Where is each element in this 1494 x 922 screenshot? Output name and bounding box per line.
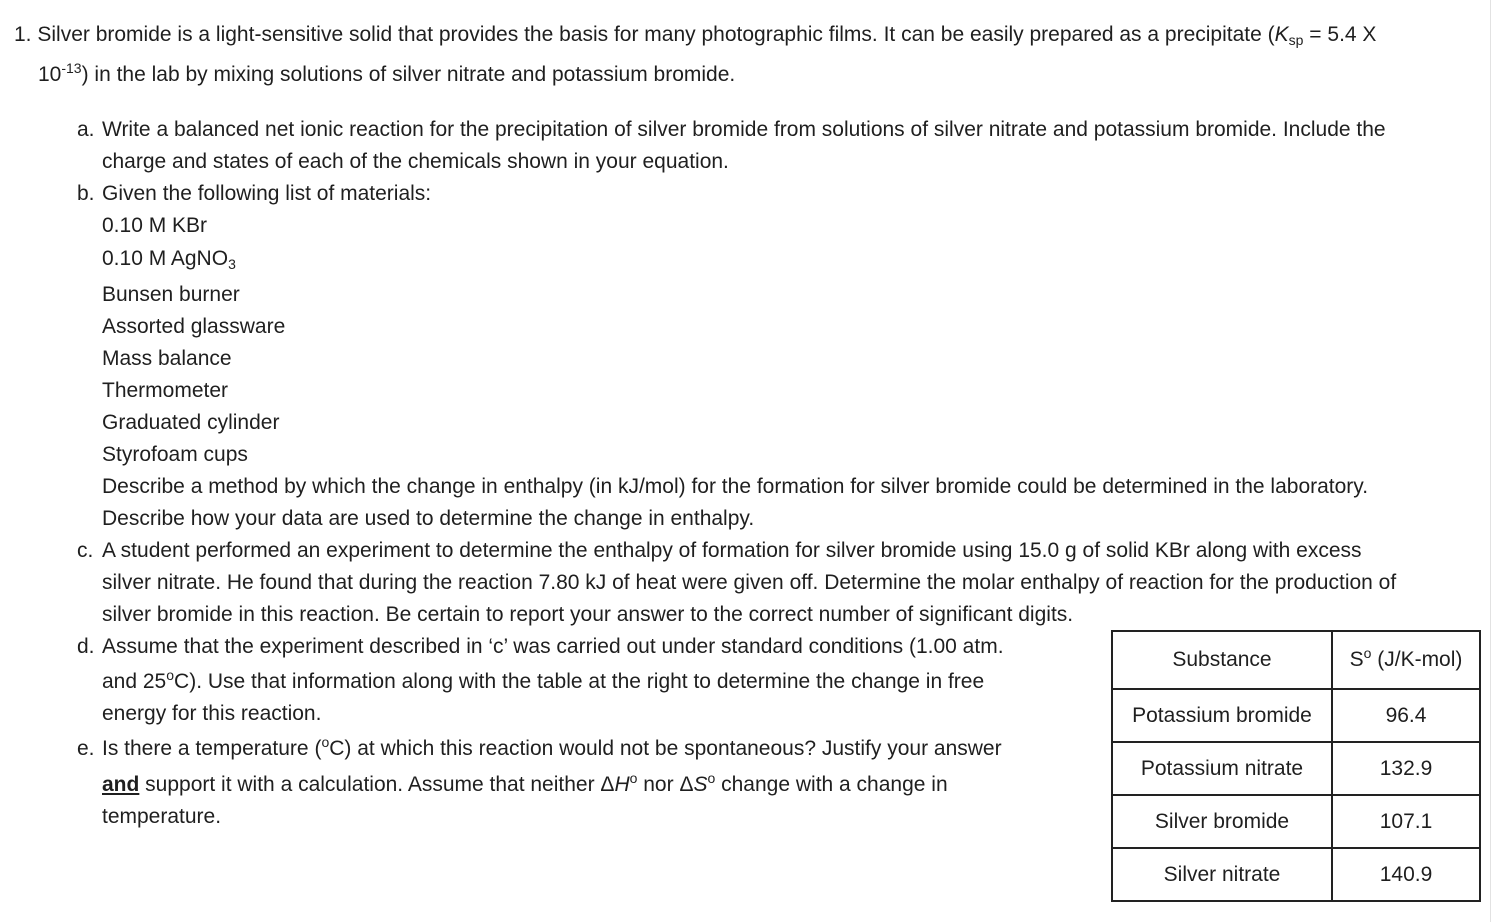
substance-cell: Potassium bromide (1112, 689, 1332, 742)
entropy-value-cell: 132.9 (1332, 742, 1480, 795)
part-d-line3: energy for this reaction. (102, 702, 322, 725)
part-b-line1: Given the following list of materials: (102, 182, 432, 205)
material-agno3 (102, 245, 236, 273)
table-row (1112, 689, 1480, 742)
degree-symbol: o (166, 667, 175, 683)
material-thermometer: Thermometer (102, 379, 229, 402)
header-entropy (1332, 631, 1480, 689)
table-row (1112, 742, 1480, 795)
part-e-label: e. (77, 737, 95, 760)
ksp-exponent: -13 (61, 60, 82, 76)
part-c-line2: silver nitrate. He found that during the reaction 7.80 kJ of heat were given off. Determine the molar enthalpy of reaction for the production of (102, 571, 1397, 594)
standard-state-symbol: o (707, 770, 716, 786)
enthalpy-symbol: H (614, 773, 630, 796)
header-substance: Substance (1112, 631, 1332, 689)
part-a-line1: Write a balanced net ionic reaction for the precipitation of silver bromide from solutions of silver nitrate and potassium bromide. Include the (102, 118, 1386, 141)
part-a-label: a. (77, 118, 95, 141)
part-b-describe1: Describe a method by which the change in enthalpy (in kJ/mol) for the formation for silver bromide could be determined in the laboratory. (102, 475, 1369, 498)
standard-state-symbol: o (629, 770, 638, 786)
ksp-symbol: K (1274, 23, 1289, 46)
part-e-line1-b: C) at which this reaction would not be spontaneous? Justify your answer (329, 737, 1002, 760)
part-d-label: d. (77, 635, 95, 658)
emphasis-and: and (102, 773, 140, 796)
part-d-line2-b: C). Use that information along with the table at the right to determine the change in free (174, 670, 985, 693)
question-intro-line1 (14, 21, 1376, 49)
part-e-line2-c: change with a change in (715, 773, 948, 796)
part-c-line1: A student performed an experiment to determine the enthalpy of formation for silver bromide using 15.0 g of solid KBr along with excess (102, 539, 1362, 562)
part-e-line2 (102, 771, 948, 799)
material-mass-balance: Mass balance (102, 347, 232, 370)
substance-cell: Potassium nitrate (1112, 742, 1332, 795)
material-graduated-cylinder: Graduated cylinder (102, 411, 280, 434)
material-glassware: Assorted glassware (102, 315, 286, 338)
table-header-row (1112, 631, 1480, 689)
header-s-unit: (J/K-mol) (1371, 648, 1463, 671)
intro-text-part1: Silver bromide is a light-sensitive solid that provides the basis for many photographic films. It can be easily prepared as a precipitate ( (37, 23, 1275, 46)
part-d-line2-a: and 25 (102, 670, 167, 693)
entropy-value-cell: 107.1 (1332, 795, 1480, 848)
header-s-sup: o (1363, 645, 1372, 661)
material-bunsen-burner: Bunsen burner (102, 283, 240, 306)
ksp-equals: = 5.4 X (1303, 23, 1377, 46)
entropy-symbol: S (693, 773, 708, 796)
entropy-value-cell: 96.4 (1332, 689, 1480, 742)
ksp-base: 10 (38, 63, 62, 86)
material-kbr: 0.10 M KBr (102, 214, 208, 237)
material-agno3-text: 0.10 M AgNO (102, 247, 229, 270)
entropy-table (1111, 630, 1481, 902)
part-d-line1: Assume that the experiment described in ‘c’ was carried out under standard conditions (1.00 atm. (102, 635, 1004, 658)
part-e-line1-a: Is there a temperature ( (102, 737, 322, 760)
table-row (1112, 795, 1480, 848)
intro-text-part2: ) in the lab by mixing solutions of silver nitrate and potassium bromide. (81, 63, 736, 86)
part-b-label: b. (77, 182, 95, 205)
ksp-subscript: sp (1288, 32, 1304, 48)
degree-symbol: o (321, 734, 330, 750)
table-row (1112, 848, 1480, 901)
question-intro-line2 (38, 61, 735, 89)
part-d-line2 (102, 668, 984, 696)
part-c-label: c. (77, 539, 94, 562)
part-e-line2-a: support it with a calculation. Assume that neither Δ (139, 773, 615, 796)
question-number: 1. (14, 23, 32, 46)
page-right-border (1490, 0, 1491, 922)
part-e-line3: temperature. (102, 805, 222, 828)
part-c-line3: silver bromide in this reaction. Be certain to report your answer to the correct number of significant digits. (102, 603, 1074, 626)
material-agno3-subscript: 3 (228, 256, 236, 272)
entropy-value-cell: 140.9 (1332, 848, 1480, 901)
part-a-line2: charge and states of each of the chemicals shown in your equation. (102, 150, 729, 173)
substance-cell: Silver bromide (1112, 795, 1332, 848)
part-e-line2-b: nor Δ (637, 773, 694, 796)
part-b-describe2: Describe how your data are used to determine the change in enthalpy. (102, 507, 755, 530)
material-styrofoam-cups: Styrofoam cups (102, 443, 248, 466)
header-s: S (1349, 648, 1364, 671)
part-e-line1 (102, 735, 1002, 763)
substance-cell: Silver nitrate (1112, 848, 1332, 901)
